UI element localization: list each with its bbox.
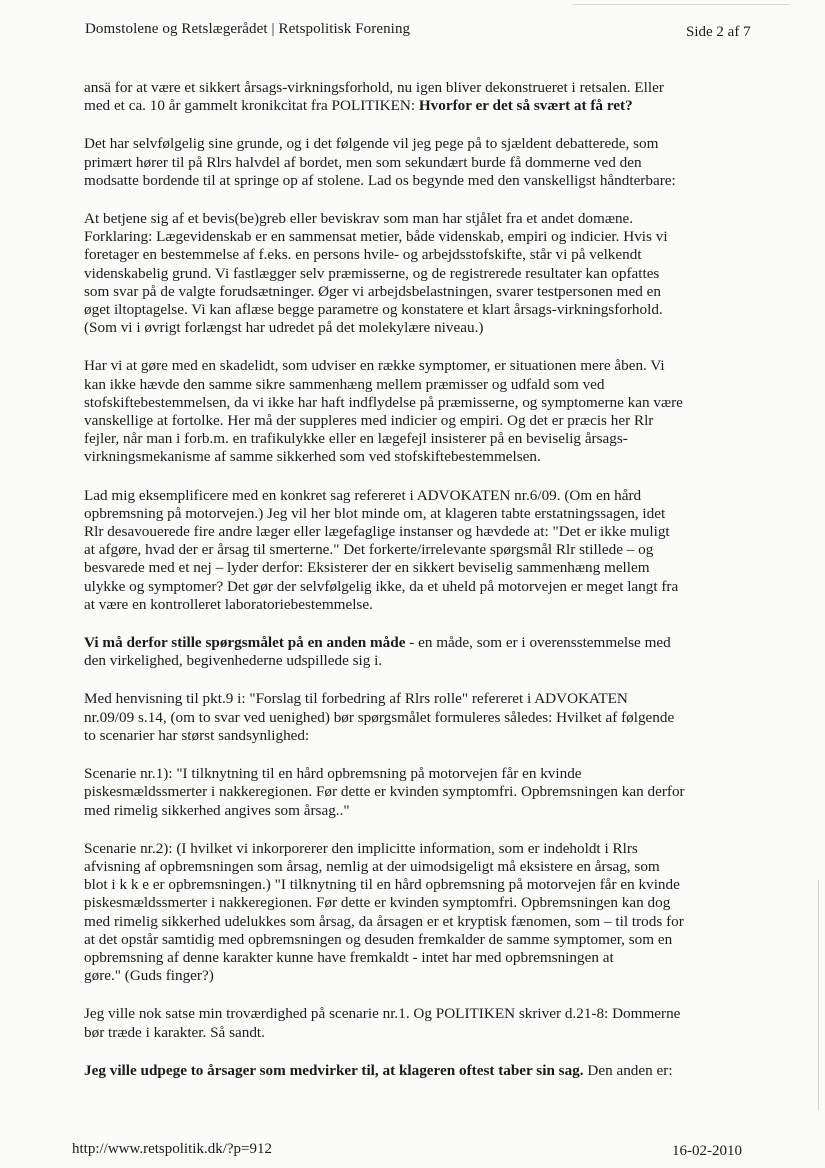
- paragraph: At betjene sig af et bevis(be)greb eller beviskrav som man har stjålet fra et andet domæne. Forklaring: Lægevidenskab er en sammensat metier, både videnskab, empiri og indicier. Hvis vi foretager en bestemmelse af f.eks. en persons hvile- og arbejdsstofskifte, står vi på velkendt videnskabelig grund. Vi fastlægger selv præmisserne, og de registrerede resultater kan opfattes som svar på de valgte forudsætninger. Øger vi arbejdsbelastningen, svarer testpersonen med en øget iltoptagelse. Vi kan aflæse begge parametre og konstatere et klart årsags-virkningsforhold. (Som vi i øvrigt forlængst har udredet på det molekylære niveau.): [84, 210, 668, 337]
- paragraph-text: - en måde, som er i overensstemmelse med den virkelighed, begivenhederne udspillede sig i.: [84, 634, 671, 670]
- bold-heading: Vi må derfor stille spørgsmålet på en anden måde: [84, 634, 406, 652]
- paragraph: [84, 1062, 744, 1080]
- page-number: Side 2 af 7: [686, 24, 751, 40]
- paragraph: [84, 634, 744, 670]
- paragraph: Med henvisning til pkt.9 i: "Forslag til forbedring af Rlrs rolle" refereret i ADVOKATEN nr.09/09 s.14, (om to svar ved uenighed) bør spørgsmålet formuleres således: Hvilket af følgende to scenarier har størst sandsynlighed:: [84, 690, 675, 744]
- paragraph: Scenarie nr.1): "I tilknytning til en hård opbremsning på motorvejen får en kvinde piskesmældssmerter i nakkeregionen. Før dette er kvinden symptomfri. Opbremsningen kan derfor med rimelig sikkerhed angives som årsag..": [84, 765, 685, 819]
- footer-url: http://www.retspolitik.dk/?p=912: [72, 1141, 272, 1157]
- article-body: [84, 79, 744, 1100]
- paragraph-text: Den anden er:: [583, 1061, 673, 1079]
- footer-date: 16-02-2010: [672, 1143, 742, 1159]
- bold-heading: Jeg ville udpege to årsager som medvirker til, at klageren oftest taber sin sag.: [84, 1061, 584, 1079]
- page-header-title: Domstolene og Retslægerådet | Retspolitisk Forening: [85, 21, 411, 37]
- paragraph-text: ansä for at være et sikkert årsags-virkningsforhold, nu igen bliver dekonstrueret i retsalen. Eller med et ca. 10 år gammelt kronikcitat fra POLITIKEN:: [84, 79, 664, 115]
- paragraph: Lad mig eksemplificere med en konkret sag refereret i ADVOKATEN nr.6/09. (Om en hård opbremsning på motorvejen.) Jeg vil her blot minde om, at klageren tabte erstatningssagen, idet Rlr desavouerede fire andre læger eller lægefaglige instanser og hævdede at: "Det er ikke muligt at afgøre, hvad der er årsag til smerterne." Det forkerte/irrelevante spørgsmål Rlr stillede – og besvarede med et nej – lyder derfor: Eksisterer der en sikkert beviselig sammenhæng mellem ulykke og symptomer? Det gør der selvfølgelig ikke, da et uheld på motorvejen er meget langt fra at være en kontrolleret laboratoriebestemmelse.: [84, 486, 679, 613]
- paragraph: Det har selvfølgelig sine grunde, og i det følgende vil jeg pege på to sjældent debatterede, som primært hører til på Rlrs halvdel af bordet, men som sekundært burde få dommerne ved den modsatte bordende til at springe op af stolene. Lad os begynde med den vanskelligst håndterbare:: [84, 135, 676, 189]
- scan-edge-line: [572, 4, 790, 5]
- paragraph: Har vi at gøre med en skadelidt, som udviser en række symptomer, er situationen mere åben. Vi kan ikke hævde den samme sikre sammenhæng mellem præmisser og udfald som ved stofskiftebestemmelsen, da vi ikke har haft indflydelse på præmisserne, og symptomerne kan være vanskellige at fortolke. Her må der suppleres med indicier og empiri. Og det er præcis her Rlr fejler, når man i forb.m. en trafikulykke eller en lægefejl insisterer på en beviselig årsags- virkningsmekanisme af samme sikkerhed som ved stofskiftebestemmelsen.: [84, 357, 683, 466]
- scan-edge-line: [818, 880, 819, 1110]
- paragraph: [84, 79, 744, 115]
- paragraph: Scenarie nr.2): (I hvilket vi inkorporerer den implicitte information, som er indeholdt i Rlrs afvisning af opbremsningen som årsag, nemlig at der uimodsigeligt må eksistere en årsag, som blot i k k e er opbremsningen.) "I tilknytning til en hård opbremsning på motorvejen får en kvinde piskesmældssmerter i nakkeregionen. Før dette er kvinden symptomfri. Opbremsningen kan dog med rimelig sikkerhed udelukkes som årsag, da årsagen er et kryptisk fænomen, som – til trods for at det opstår samtidig med opbremsningen og desuden fremkalder de samme symptomer, som en opbremsning af denne karakter kunne have fremkaldt - intet har med opbremsningen at gøre." (Guds finger?): [84, 839, 684, 985]
- bold-question: Hvorfor er det så svært at få ret?: [418, 97, 633, 115]
- paragraph: Jeg ville nok satse min troværdighed på scenarie nr.1. Og POLITIKEN skriver d.21-8: Dommerne bør træde i karakter. Så sandt.: [84, 1005, 681, 1041]
